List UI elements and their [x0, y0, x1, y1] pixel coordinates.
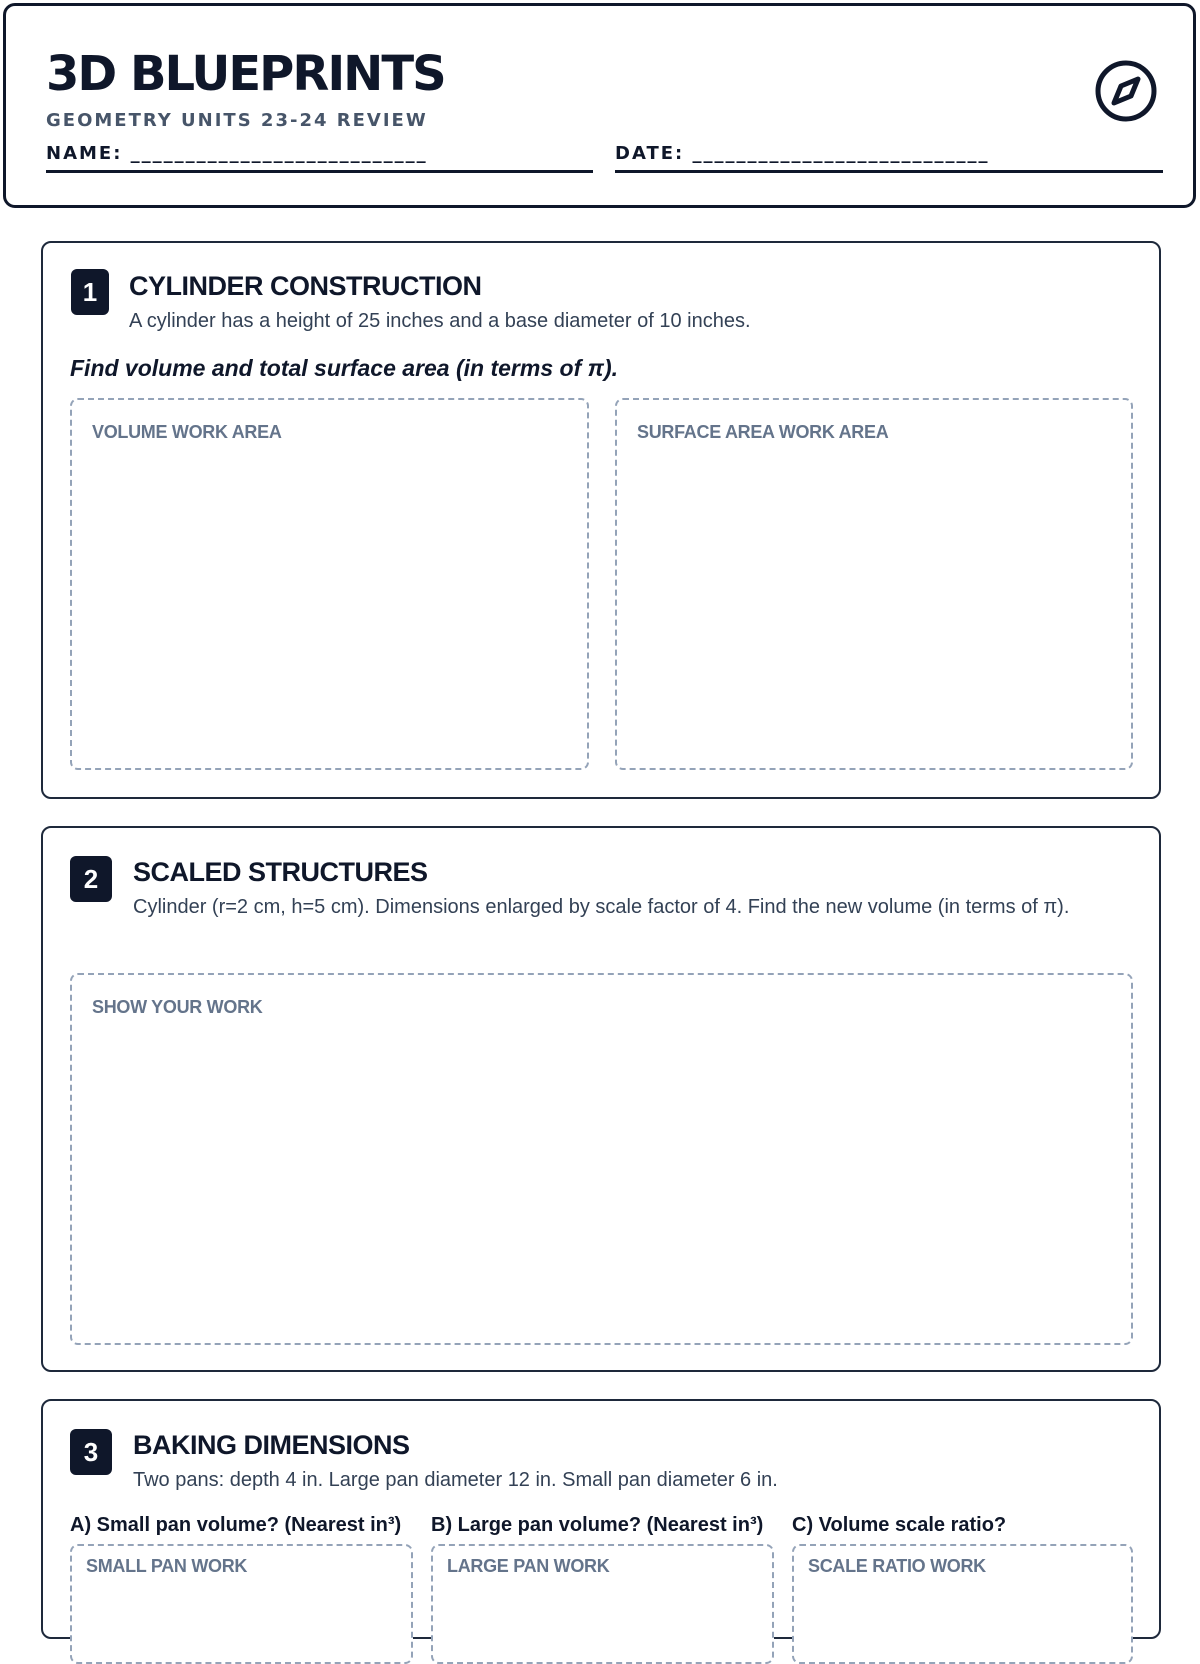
question-c: C) Volume scale ratio? — [792, 1514, 1007, 1536]
problem-prompt: Find volume and total surface area (in terms of π). — [70, 355, 619, 381]
problem-title: BAKING DIMENSIONS — [133, 1430, 410, 1460]
work-area-label: SHOW YOUR WORK — [92, 997, 263, 1017]
question-a: A) Small pan volume? (Nearest in³) — [70, 1514, 402, 1536]
problem-description: Cylinder (r=2 cm, h=5 cm). Dimensions enlarged by scale factor of 4. Find the new volume (in terms of π). — [133, 896, 1070, 918]
work-area-label: LARGE PAN WORK — [447, 1556, 610, 1576]
scale-ratio-work-area[interactable] — [792, 1544, 1133, 1664]
worksheet-header — [3, 3, 1196, 208]
problem-card-3 — [41, 1399, 1161, 1639]
volume-work-area[interactable] — [70, 398, 589, 770]
problem-card-2 — [41, 826, 1161, 1372]
problem-number-badge: 3 — [70, 1429, 112, 1475]
surface-area-work-area[interactable] — [615, 398, 1133, 770]
name-field[interactable]: NAME: ___________________________ — [46, 143, 593, 173]
work-area-label: SURFACE AREA WORK AREA — [637, 422, 889, 442]
work-area-label: VOLUME WORK AREA — [92, 422, 282, 442]
compass-icon — [1094, 59, 1158, 123]
problem-number-badge: 1 — [71, 269, 109, 315]
work-area-label: SMALL PAN WORK — [86, 1556, 248, 1576]
problem-title: CYLINDER CONSTRUCTION — [129, 271, 482, 301]
problem-number-badge: 2 — [70, 856, 112, 902]
problem-description: Two pans: depth 4 in. Large pan diameter 12 in. Small pan diameter 6 in. — [133, 1469, 778, 1491]
date-field[interactable]: DATE: ___________________________ — [615, 143, 1163, 173]
show-work-area[interactable] — [70, 973, 1133, 1345]
page-title: 3D BLUEPRINTS — [46, 46, 445, 102]
small-pan-work-area[interactable] — [70, 1544, 413, 1664]
large-pan-work-area[interactable] — [431, 1544, 774, 1664]
work-area-label: SCALE RATIO WORK — [808, 1556, 986, 1576]
problem-title: SCALED STRUCTURES — [133, 857, 428, 887]
question-b: B) Large pan volume? (Nearest in³) — [431, 1514, 764, 1536]
problem-card-1 — [41, 241, 1161, 799]
problem-description: A cylinder has a height of 25 inches and a base diameter of 10 inches. — [129, 310, 751, 332]
page-subtitle: GEOMETRY UNITS 23-24 REVIEW — [46, 110, 428, 131]
